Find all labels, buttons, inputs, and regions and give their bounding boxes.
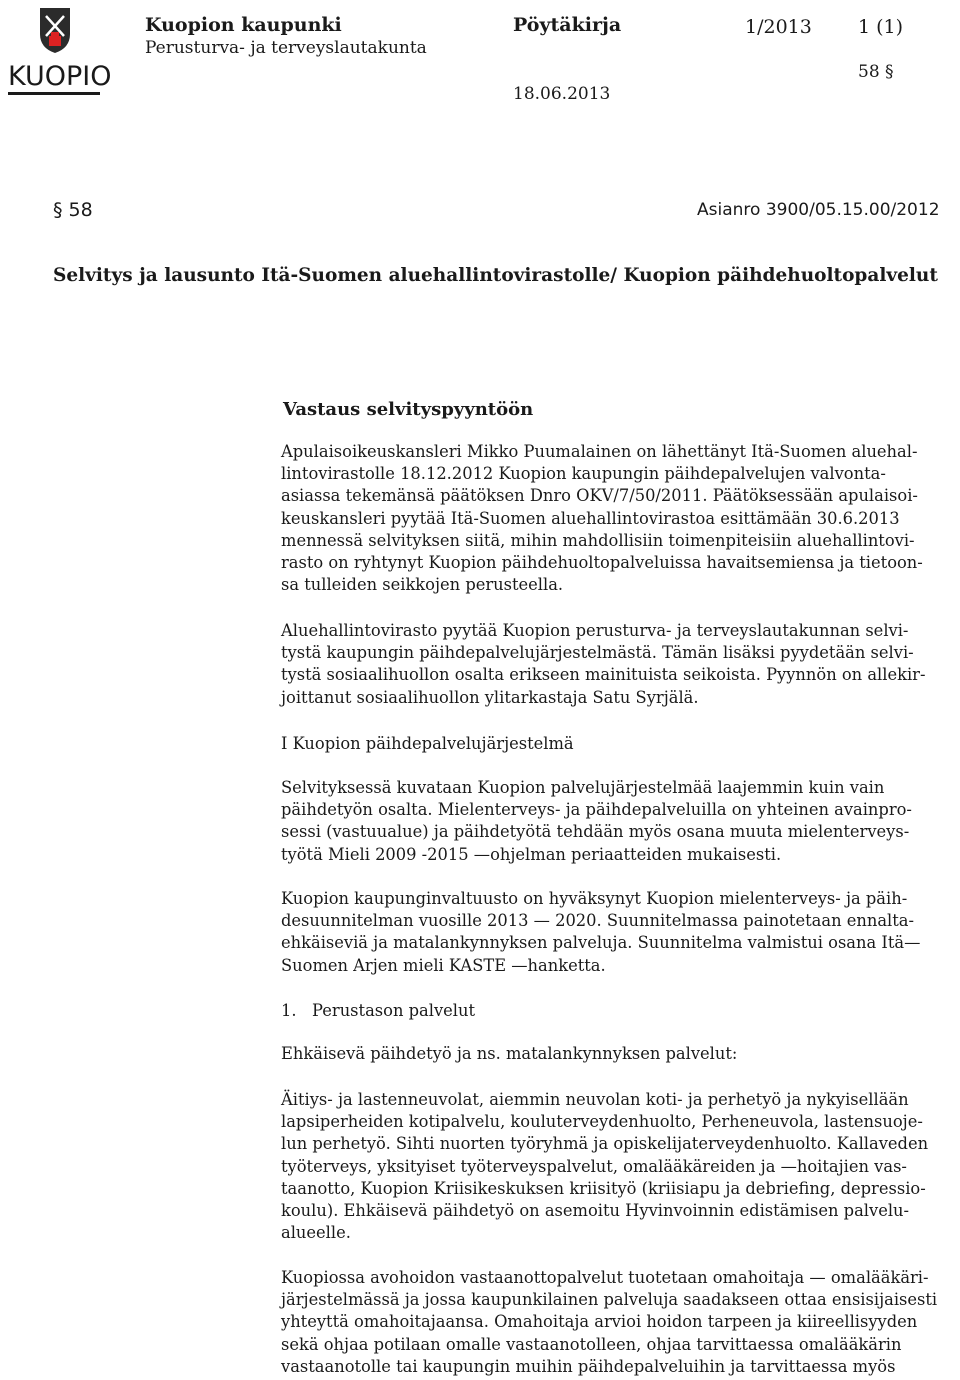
doc-number: 1/2013 <box>745 16 812 38</box>
text-line: työtä Mieli 2009 -2015 —ohjelman periaatteiden mukaisesti. <box>281 844 782 864</box>
text-line: sessi (vastuualue) ja päihdetyötä tehdään myös osana muuta mielenterveys- <box>281 822 910 842</box>
text-line: lintovirastolle 18.12.2012 Kuopion kaupungin päihdepalvelujen valvonta- <box>281 464 886 484</box>
meeting-date: 18.06.2013 <box>513 84 611 104</box>
text-line: Apulaisoikeuskansleri Mikko Puumalainen on lähettänyt Itä-Suomen aluehal- <box>281 442 918 461</box>
paragraph-6 <box>281 1267 960 1378</box>
text-line: tystä kaupungin päihdepalvelujärjestelmästä. Tämän lisäksi pyydetään selvi- <box>281 643 914 663</box>
text-line: 1. Perustason palvelut <box>281 1001 476 1020</box>
text-line: Selvityksessä kuvataan Kuopion palvelujärjestelmää laajemmin kuin vain <box>281 778 885 797</box>
text-line: mennessä selvityksen siitä, mihin mahdollisiin toimenpiteisiin aluehallintovi- <box>281 530 915 550</box>
text-line: päihdetyön osalta. Mielenterveys- ja päihdepalveluilla on yhteinen avainpro- <box>281 800 912 820</box>
section-number: § 58 <box>53 199 93 221</box>
paragraph-4 <box>281 888 960 977</box>
text-line: sa tulleiden seikkojen perusteella. <box>281 575 564 595</box>
text-line: desuunnitelman vuosille 2013 — 2020. Suunnitelmassa painotetaan ennalta- <box>281 911 914 931</box>
text-line: työterveys, yksityiset työterveyspalvelut, omalääkäreiden ja —hoitajien vas- <box>281 1156 907 1176</box>
text-line: Ehkäisevä päihdetyö ja ns. matalankynnyksen palvelut: <box>281 1044 738 1063</box>
heading-palvelujarjestelma <box>281 733 960 755</box>
kuopio-logo <box>4 2 112 96</box>
text-line: Aluehallintovirasto pyytää Kuopion perusturva- ja terveyslautakunnan selvi- <box>281 621 909 640</box>
text-line: Kuopion kaupunginvaltuusto on hyväksynyt Kuopion mielenterveys- ja päih- <box>281 889 908 908</box>
paragraph-3 <box>281 777 960 866</box>
text-line: joittanut sosiaalihuollon ylitarkastaja Satu Syrjälä. <box>281 687 699 707</box>
paragraph-1 <box>281 441 960 596</box>
text-line: koulu). Ehkäisevä päihdetyö on asemoitu Hyvinvoinnin edistämisen palvelu- <box>281 1201 910 1221</box>
text-line: järjestelmässä ja jossa kaupunkilainen palveluja saadakseen ottaa ensisijaisesti <box>281 1290 938 1310</box>
case-number: Asianro 3900/05.15.00/2012 <box>697 200 940 220</box>
logo-underline <box>8 92 100 95</box>
text-line: Kuopiossa avohoidon vastaanottopalvelut tuotetaan omahoitaja — omalääkäri- <box>281 1268 929 1287</box>
text-line: alueelle. <box>281 1223 351 1243</box>
text-line: yhteyttä omahoitajaansa. Omahoitaja arvioi hoidon tarpeen ja kiireellisyyden <box>281 1312 918 1332</box>
section-ref: 58 § <box>858 62 894 82</box>
text-line: tystä sosiaalihuollon osalta erikseen mainituista seikoista. Pyynnön on allekir- <box>281 665 926 685</box>
text-line: lun perhetyö. Sihti nuorten työryhmä ja opiskelijaterveydenhuolto. Kallaveden <box>281 1134 929 1154</box>
section-title: Selvitys ja lausunto Itä-Suomen aluehallintovirastolle/ Kuopion päihdehuoltopalvelut <box>53 265 938 286</box>
heading-perustason-palvelut <box>281 1000 960 1022</box>
coat-of-arms-icon <box>38 6 72 54</box>
text-line: ehkäiseviä ja matalankynnyksen palveluja. Suunnitelma valmistui osana Itä— <box>281 933 921 953</box>
text-line: I Kuopion päihdepalvelujärjestelmä <box>281 734 574 753</box>
subheading: Vastaus selvityspyyntöön <box>283 399 534 420</box>
text-line: rasto on ryhtynyt Kuopion päihdehuoltopalveluissa havaitsemiensa ja tietoon- <box>281 553 923 573</box>
page-count: 1 (1) <box>858 16 904 38</box>
text-line: Äitiys- ja lastenneuvolat, aiemmin neuvolan koti- ja perhetyö ja nykyisellään <box>281 1090 909 1109</box>
heading-ehkaiseva <box>281 1043 960 1065</box>
text-line: sekä ohjaa potilaan omalle vastaanotolleen, ohjaa tarvittaessa omalääkärin <box>281 1334 902 1354</box>
logo-text: KUOPIO <box>8 61 112 92</box>
paragraph-2 <box>281 620 960 709</box>
text-line: taanotto, Kuopion Kriisikeskuksen kriisityö (kriisiapu ja debriefing, depressio- <box>281 1178 926 1198</box>
text-line: keuskansleri pyytää Itä-Suomen aluehallintovirastoa esittämään 30.6.2013 <box>281 508 900 528</box>
board-name: Perusturva- ja terveyslautakunta <box>145 38 427 58</box>
doc-type: Pöytäkirja <box>513 14 622 36</box>
text-line: lapsiperheiden kotipalvelu, kouluterveydenhuolto, Perheneuvola, lastensuoje- <box>281 1112 923 1132</box>
text-line: Suomen Arjen mieli KASTE —hanketta. <box>281 955 606 975</box>
text-line: vastaanotolle tai kaupungin muihin päihdepalveluihin ja tarvittaessa myös <box>281 1356 896 1376</box>
org-name: Kuopion kaupunki <box>145 14 342 36</box>
text-line: asiassa tekemänsä päätöksen Dnro OKV/7/50/2011. Päätöksessään apulaisoi- <box>281 486 918 506</box>
paragraph-5 <box>281 1089 960 1244</box>
